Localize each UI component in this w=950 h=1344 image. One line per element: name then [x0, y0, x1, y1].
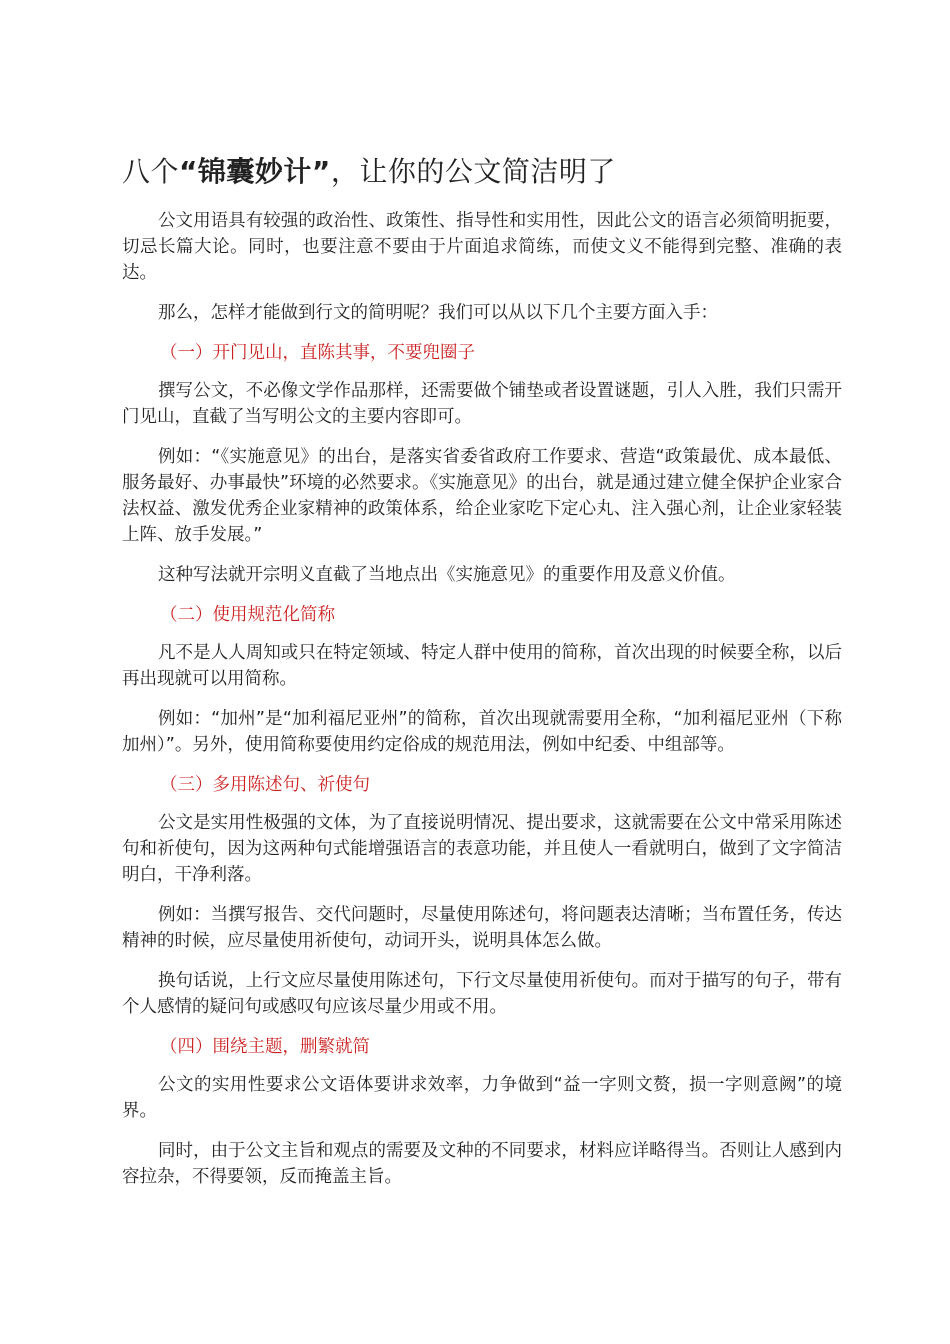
- title-prefix: 八个: [122, 155, 180, 188]
- section-heading: （四）围绕主题，删繁就简: [160, 1037, 370, 1057]
- body-paragraph: 例如：“加州”是“加利福尼亚州”的简称，首次出现就需要用全称，“加利福尼亚州（下称加州）”。另外，使用简称要使用约定俗成的规范用法，例如中纪委、中组部等。: [122, 709, 842, 755]
- body-paragraph: 换句话说，上行文应尽量使用陈述句，下行文尽量使用祈使句。而对于描写的句子，带有个人感情的疑问句或感叹句应该尽量少用或不用。: [122, 971, 842, 1017]
- body-paragraph: 例如：当撰写报告、交代问题时，尽量使用陈述句，将问题表达清晰；当布置任务，传达精神的时候，应尽量使用祈使句，动词开头，说明具体怎么做。: [122, 905, 842, 951]
- intro-paragraph: 那么，怎样才能做到行文的简明呢？我们可以从以下几个主要方面入手：: [158, 303, 718, 323]
- section-heading: （三）多用陈述句、祈使句: [160, 775, 370, 795]
- body-paragraph: 同时，由于公文主旨和观点的需要及文种的不同要求，材料应详略得当。否则让人感到内容拉杂，不得要领，反而掩盖主旨。: [122, 1141, 842, 1187]
- intro-paragraph: 公文用语具有较强的政治性、政策性、指导性和实用性，因此公文的语言必须简明扼要，切忌长篇大论。同时，也要注意不要由于片面追求简练，而使文义不能得到完整、准确的表达。: [122, 211, 842, 283]
- title-quoted: “锦囊妙计”: [179, 155, 331, 188]
- body-paragraph: 公文的实用性要求公文语体要讲求效率，力争做到“益一字则文赘，损一字则意阙”的境界。: [122, 1075, 842, 1121]
- body-paragraph: 例如：“《实施意见》的出台，是落实省委省政府工作要求、营造“政策最优、成本最低、服务最好、办事最快”环境的必然要求。《实施意见》的出台，就是通过建立健全保护企业家合法权益、激发优秀企业家精神的政策体系，给企业家吃下定心丸、注入强心剂，让企业家轻装上阵、放手发展。”: [122, 447, 842, 545]
- body-paragraph: 这种写法就开宗明义直截了当地点出《实施意见》的重要作用及意义价值。: [158, 565, 736, 585]
- title-suffix: ，让你的公文简洁明了: [330, 155, 616, 188]
- body-paragraph: 撰写公文，不必像文学作品那样，还需要做个铺垫或者设置谜题，引人入胜，我们只需开门见山，直截了当写明公文的主要内容即可。: [122, 381, 842, 427]
- body-paragraph: 凡不是人人周知或只在特定领域、特定人群中使用的简称，首次出现的时候要全称，以后再出现就可以用简称。: [122, 643, 842, 689]
- document-title: [122, 150, 842, 194]
- document-page: [122, 150, 842, 1204]
- section-heading: （二）使用规范化简称: [160, 605, 335, 625]
- section-heading: （一）开门见山，直陈其事，不要兜圈子: [160, 343, 475, 363]
- body-paragraph: 公文是实用性极强的文体，为了直接说明情况、提出要求，这就需要在公文中常采用陈述句和祈使句，因为这两种句式能增强语言的表意功能，并且使人一看就明白，做到了文字简洁明白，干净利落。: [122, 813, 842, 885]
